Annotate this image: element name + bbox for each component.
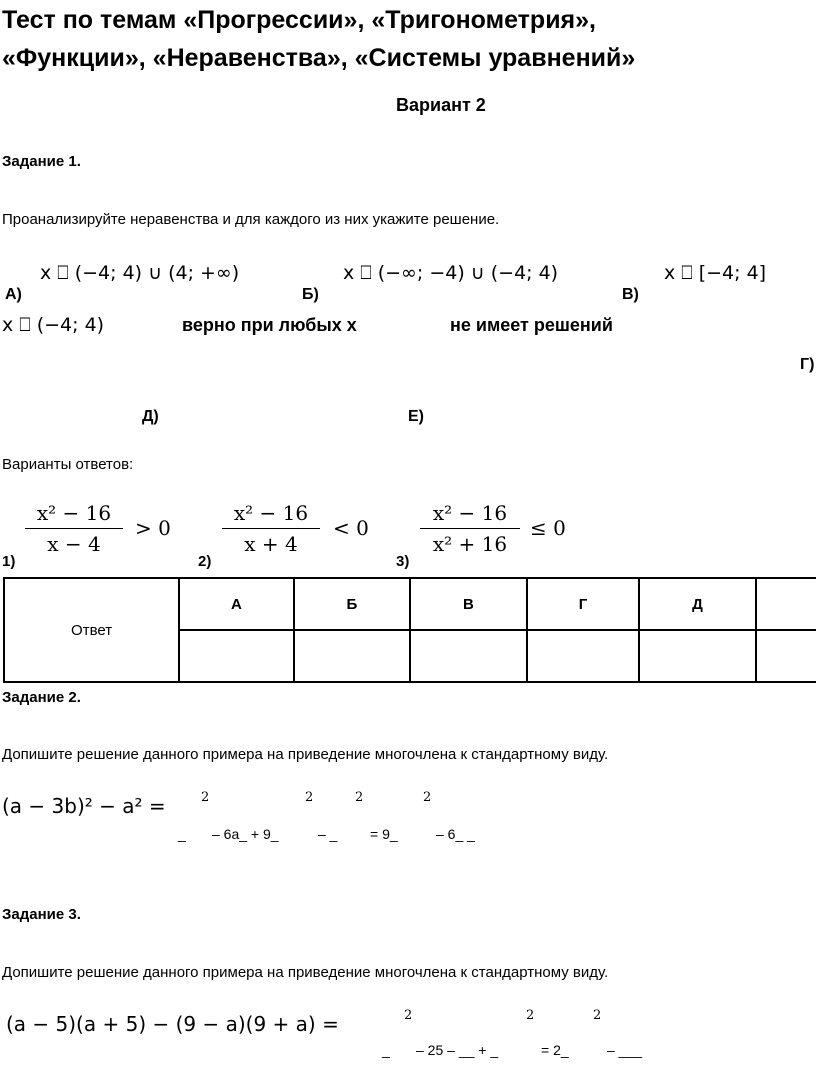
task2-heading: Задание 2.: [2, 689, 81, 706]
task2-exponent: 2: [305, 790, 314, 805]
option-d-text: верно при любых x: [182, 315, 357, 335]
answer-cell-a[interactable]: [179, 630, 294, 682]
column-header-v: В: [410, 578, 527, 630]
answer-cell-g[interactable]: [527, 630, 640, 682]
inequality-3-label: 3): [396, 553, 410, 570]
doc-title-line1: Тест по темам «Прогрессии», «Тригонометрия»,: [2, 6, 596, 34]
inequality-3-denominator: x² + 16: [432, 532, 508, 556]
inequality-2-label: 2): [198, 553, 212, 570]
fraction-bar: [420, 528, 520, 529]
column-header-a: А: [179, 578, 294, 630]
task2-exponent: 2: [201, 790, 210, 805]
task2-exponent: 2: [423, 790, 432, 805]
answer-cell-b[interactable]: [294, 630, 411, 682]
option-e-text: не имеет решений: [450, 315, 613, 335]
task3-exponent: 2: [404, 1008, 413, 1023]
variant-label: Вариант 2: [396, 95, 486, 115]
task2-blank[interactable]: _: [178, 826, 186, 842]
task2-instruction: Допишите решение данного примера на приведение многочлена к стандартному виду.: [2, 746, 609, 763]
option-a-text: x ⎕ (−4; 4) ∪ (4; +∞): [40, 262, 240, 284]
task3-heading: Задание 3.: [2, 906, 81, 923]
inequality-2-fraction: [222, 500, 320, 557]
option-d-label: Д): [142, 408, 159, 425]
answer-cell-v[interactable]: [410, 630, 527, 682]
column-header-e: [756, 578, 816, 630]
task2-exponent: 2: [355, 790, 364, 805]
doc-title-line2: «Функции», «Неравенства», «Системы уравнений»: [2, 44, 636, 72]
task3-instruction: Допишите решение данного примера на приведение многочлена к стандартному виду.: [2, 964, 609, 981]
option-g-text: x ⎕ (−4; 4): [2, 314, 105, 336]
inequality-2-numerator: x² − 16: [233, 501, 309, 525]
fraction-bar: [25, 528, 123, 529]
task3-exponent: 2: [593, 1008, 602, 1023]
task2-expression: (a − 3b)² − a² =: [2, 794, 166, 818]
option-v-text: x ⎕ [−4; 4]: [664, 262, 767, 284]
task2-blank[interactable]: – 6a_ + 9_: [212, 826, 279, 842]
inequality-2-relation: < 0: [333, 516, 369, 540]
inequality-3-relation: ≤ 0: [530, 516, 566, 540]
inequality-1-relation: > 0: [135, 516, 171, 540]
task1-instruction: Проанализируйте неравенства и для каждого из них укажите решение.: [2, 211, 500, 228]
inequality-3-fraction: [420, 500, 520, 557]
inequality-3-numerator: x² − 16: [432, 501, 508, 525]
task3-blank[interactable]: – ___: [607, 1042, 643, 1058]
inequality-2-denominator: x + 4: [244, 532, 298, 556]
option-g-label: Г): [800, 356, 815, 373]
task2-blank[interactable]: – 6_ _: [436, 826, 475, 842]
task3-exponent: 2: [526, 1008, 535, 1023]
task3-expression: (a − 5)(a + 5) − (9 − a)(9 + a) =: [6, 1012, 339, 1036]
option-b-label: Б): [302, 286, 319, 303]
table-row: [4, 578, 816, 630]
inequality-1-numerator: x² − 16: [36, 501, 112, 525]
task1-heading: Задание 1.: [2, 153, 81, 170]
column-header-d: Д: [639, 578, 756, 630]
column-header-g: Г: [527, 578, 640, 630]
option-a-label: А): [5, 286, 22, 303]
task2-blank[interactable]: – _: [318, 826, 338, 842]
option-e-label: Е): [408, 408, 424, 425]
fraction-bar: [222, 528, 320, 529]
inequality-1-fraction: [25, 500, 123, 557]
answers-heading: Варианты ответов:: [2, 456, 134, 473]
option-v-label: В): [622, 286, 639, 303]
task3-blank[interactable]: = 2_: [541, 1042, 569, 1058]
option-b-text: x ⎕ (−∞; −4) ∪ (−4; 4): [343, 262, 559, 284]
inequality-1-label: 1): [2, 553, 16, 570]
task3-blank[interactable]: – 25 – __ + _: [416, 1042, 499, 1058]
answer-cell-d[interactable]: [639, 630, 756, 682]
answer-row-label: Ответ: [4, 578, 179, 682]
task2-blank[interactable]: = 9_: [370, 826, 398, 842]
answer-table: [3, 577, 816, 683]
answer-cell-e[interactable]: [756, 630, 816, 682]
inequality-1-denominator: x − 4: [47, 532, 101, 556]
column-header-b: Б: [294, 578, 411, 630]
task3-blank[interactable]: _: [382, 1042, 390, 1058]
